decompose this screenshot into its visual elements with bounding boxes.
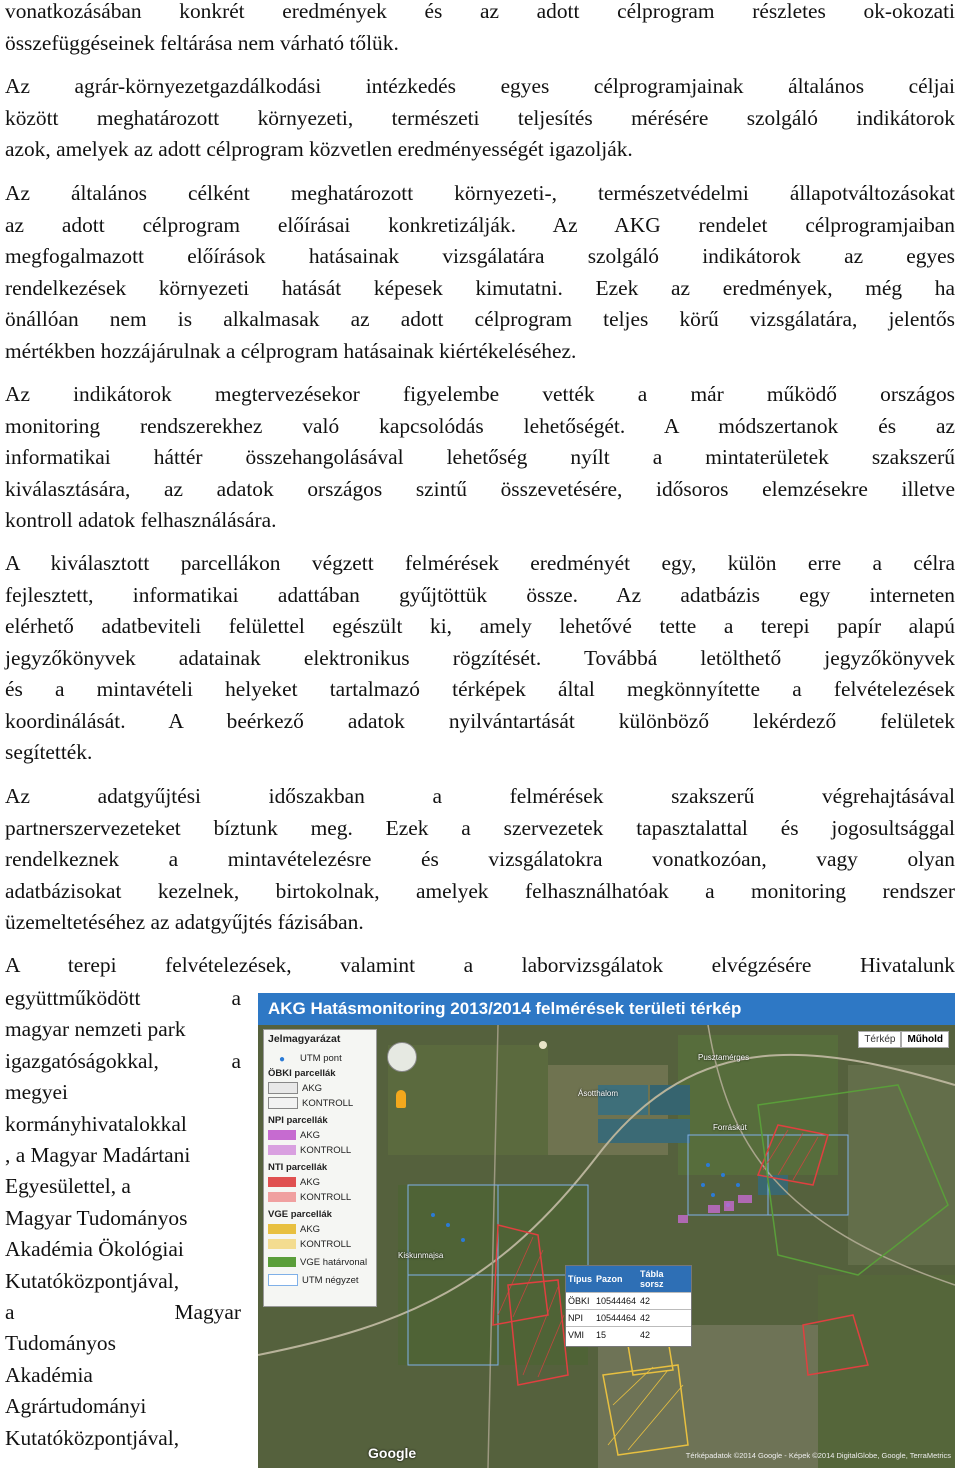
- popup-table: [566, 1266, 691, 1343]
- popup-cell: 42: [638, 1293, 691, 1310]
- side-text-line: Tudományos: [5, 1331, 116, 1356]
- paragraph-2: [5, 71, 955, 166]
- legend-header: ÖBKI parcellák: [268, 1068, 336, 1079]
- popup-cell: 15: [594, 1327, 638, 1344]
- legend-item: AKG: [268, 1082, 322, 1096]
- side-text-line: Akadémia: [5, 1362, 93, 1387]
- map-copyright: Térképadatok ©2014 Google - Képek ©2014 DigitalGlobe, Google, TerraMetrics: [685, 1451, 951, 1460]
- text-line: A terepi felvételezések, valamint a laborvizsgálatok elvégzésére Hivatalunk: [5, 953, 955, 977]
- text-line: A kiválasztott parcellákon végzett felmérések eredményét egy, külön erre a célra: [5, 551, 955, 575]
- text-line: koordinálását. A beérkező adatok nyilvántartását különböző lekérdező felületek: [5, 708, 955, 733]
- text-line: rendelkezések környezeti hatását képesek kimutatni. Ezek az eredmények, még ha: [5, 275, 955, 300]
- text-line: Az agrár-környezetgazdálkodási intézkedés egyes célprogramjainak általános céljai: [5, 74, 955, 98]
- legend-item: KONTROLL: [268, 1238, 351, 1252]
- text-line: között meghatározott környezeti, természeti teljesítés mérésére szolgáló indikátorok: [5, 105, 955, 130]
- paragraph-5: [5, 548, 955, 769]
- text-line: önállóan nem is alkalmasak az adott célprogram teljes körű vizsgálatára, jelentős: [5, 307, 955, 331]
- paragraph-1: [5, 0, 955, 59]
- legend-title: Jelmagyarázat: [268, 1033, 341, 1045]
- side-text-column: [5, 983, 241, 1454]
- popup-cell: 10544464: [594, 1293, 638, 1310]
- text-line: fejlesztett, informatikai adattában gyűjtöttük össze. Az adatbázis egy interneten: [5, 582, 955, 607]
- text-line: segítették.: [5, 740, 93, 764]
- legend-item: VGE határvonal: [268, 1256, 367, 1270]
- text-line: Az adatgyűjtési időszakban a felmérések szakszerű végrehajtásával: [5, 784, 955, 808]
- text-line: informatikai háttér összehangolásával lehetőség nyílt a mintaterületek szakszerű: [5, 445, 955, 469]
- paragraph-4: [5, 379, 955, 537]
- legend-item: UTM négyzet: [268, 1274, 359, 1288]
- text-line: kiválasztására, az adatok országos szintű összevetésére, idősoros elemzésekre illetve: [5, 476, 955, 501]
- popup-header: Tábla sorsz: [638, 1266, 691, 1293]
- side-text-line: Akadémia Ökológiai: [5, 1237, 184, 1262]
- popup-cell: 10544464: [594, 1310, 638, 1327]
- legend-item: ● UTM pont: [278, 1053, 342, 1066]
- paragraph-6: [5, 781, 955, 939]
- popup-cell: NPI: [566, 1310, 594, 1327]
- info-popup: [565, 1265, 692, 1347]
- legend-item: KONTROLL: [268, 1191, 351, 1205]
- map-title: AKG Hatásmonitoring 2013/2014 felmérések területi térkép: [258, 993, 955, 1025]
- side-text-line: Magyar Tudományos: [5, 1205, 188, 1230]
- side-text-line: megyei: [5, 1080, 68, 1105]
- text-line: mértékben hozzájárulnak a célprogram hatásainak kiértékeléséhez.: [5, 338, 577, 363]
- place-label: Pusztamérges: [698, 1053, 750, 1062]
- side-text-line: Kutatóközpontjával,: [5, 1268, 180, 1293]
- popup-header: Típus: [566, 1266, 594, 1293]
- legend-item: AKG: [268, 1129, 320, 1143]
- side-text-line: kormányhivatalokkal: [5, 1111, 187, 1136]
- text-line: elérhető adatbeviteli felülettel egészült ki, amely lehetővé tette a terepi papír alapú: [5, 614, 955, 638]
- side-text-line: , a Magyar Madártani: [5, 1143, 191, 1168]
- popup-cell: VMI: [566, 1327, 594, 1344]
- map-figure: [258, 993, 955, 1468]
- legend-header: NTI parcellák: [268, 1162, 328, 1173]
- text-line: üzemeltetéséhez az adatgyűjtés fázisában.: [5, 910, 364, 934]
- map-legend: [263, 1029, 377, 1307]
- place-label: Ásotthalom: [578, 1089, 619, 1098]
- legend-item: AKG: [268, 1176, 320, 1190]
- side-text-line: Kutatóközpontjával,: [5, 1425, 180, 1450]
- place-label: Forráskút: [713, 1123, 747, 1132]
- text-line: azok, amelyek az adott célprogram közvetlen eredményességét igazolják.: [5, 137, 633, 161]
- street-view-pegman-icon[interactable]: [396, 1090, 406, 1108]
- text-line: jegyzőkönyvek adatainak elektronikus rögzítését. Továbbá letölthető jegyzőkönyvek: [5, 645, 955, 670]
- text-line: vonatkozásában konkrét eredmények és az adott célprogram részletes ok-okozati: [5, 0, 955, 23]
- legend-header: NPI parcellák: [268, 1115, 328, 1126]
- popup-cell: 42: [638, 1310, 691, 1327]
- text-line: az adott célprogram előírásai konkretizálják. Az AKG rendelet célprogramjaiban: [5, 212, 955, 237]
- side-text-line: Egyesülettel, a: [5, 1174, 131, 1199]
- text-line: rendelkeznek a mintavételezésre és vizsgálatokra vonatkozóan, vagy olyan: [5, 847, 955, 871]
- side-text-line: Agrártudományi: [5, 1394, 147, 1419]
- side-text-line: igazgatóságokkal, a: [5, 1048, 241, 1073]
- popup-cell: ÖBKI: [566, 1293, 594, 1310]
- map-type-button-selected[interactable]: Műhold: [901, 1031, 949, 1048]
- paragraph-7: [5, 950, 955, 982]
- text-line: kontroll adatok felhasználására.: [5, 508, 277, 532]
- popup-header: Pazon: [594, 1266, 638, 1293]
- pan-control[interactable]: [387, 1042, 417, 1072]
- paragraph-3: [5, 178, 955, 367]
- side-text-line: a Magyar: [5, 1300, 241, 1325]
- side-text-line: együttműködött a: [5, 986, 241, 1010]
- map-type-button[interactable]: Térkép: [858, 1031, 901, 1048]
- text-line: Az indikátorok megtervezésekor figyelembe vették a már működő országos: [5, 382, 955, 406]
- google-logo: Google: [368, 1445, 417, 1461]
- legend-item: KONTROLL: [268, 1144, 351, 1158]
- text-line: monitoring rendszerekhez való kapcsolódás lehetőségét. A módszertanok és az: [5, 413, 955, 438]
- legend-item: AKG: [268, 1223, 320, 1237]
- text-line: partnerszervezeteket bíztunk meg. Ezek a szervezetek tapasztalattal és jogosultsággal: [5, 815, 955, 840]
- map-type-switch: [858, 1031, 949, 1048]
- text-line: összefüggéseinek feltárása nem várható tőlük.: [5, 30, 399, 55]
- place-label: Kiskunmajsa: [398, 1251, 444, 1260]
- legend-header: VGE parcellák: [268, 1209, 332, 1220]
- text-line: megfogalmazott előírások hatásainak vizsgálatára szolgáló indikátorok az egyes: [5, 244, 955, 268]
- legend-item: KONTROLL: [268, 1097, 353, 1111]
- side-text-line: magyar nemzeti park: [5, 1017, 186, 1042]
- text-line: és a mintavételi helyeket tartalmazó térképek által megkönnyítette a felvételezések: [5, 677, 955, 701]
- text-line: adatbázisokat kezelnek, birtokolnak, amelyek felhasználhatóak a monitoring rendszer: [5, 878, 955, 903]
- text-line: Az általános célként meghatározott környezeti-, természetvédelmi állapotváltozásokat: [5, 181, 955, 205]
- popup-cell: 42: [638, 1327, 691, 1344]
